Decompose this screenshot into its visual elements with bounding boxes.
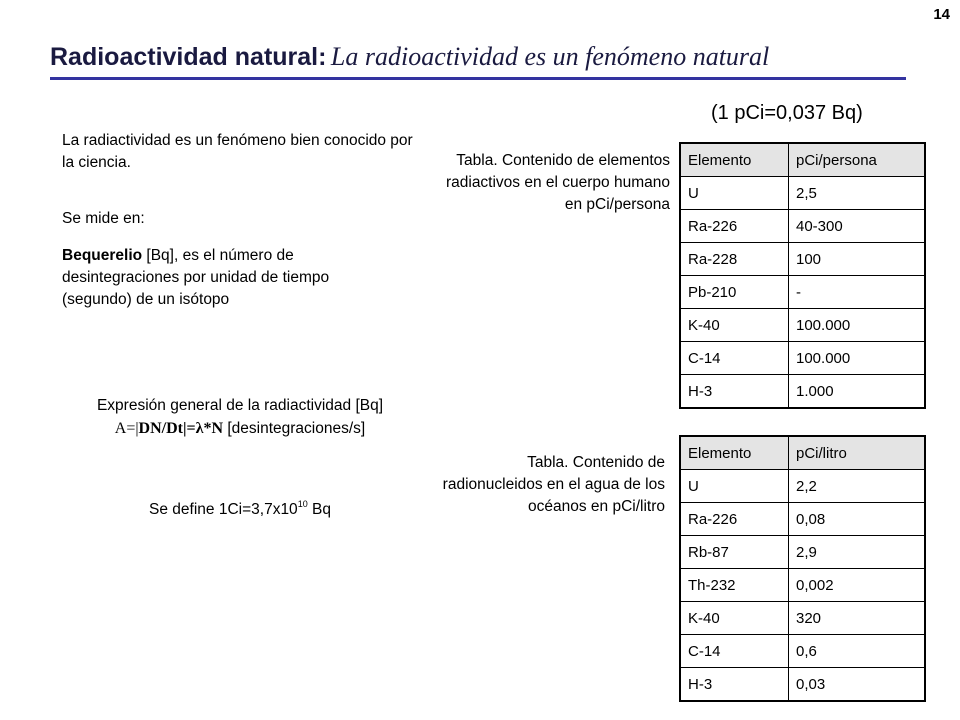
table-row: [680, 309, 925, 342]
table-cell: Ra-228: [680, 243, 789, 276]
table-cell: K-40: [680, 309, 789, 342]
table-cell: Pb-210: [680, 276, 789, 309]
formula-part-a: A=|: [114, 420, 139, 437]
table-cell: 2,5: [789, 177, 926, 210]
body-content-table: [679, 142, 926, 409]
table-cell: Ra-226: [680, 503, 789, 536]
table-row: [680, 668, 925, 702]
table-cell: 40-300: [789, 210, 926, 243]
slide-title: [50, 42, 769, 72]
becquerel-definition: [62, 245, 392, 311]
formula-part-c: λ*N: [195, 420, 224, 437]
table-cell: Ra-226: [680, 210, 789, 243]
curie-definition-prefix: Se define 1Ci=3,7x10: [149, 501, 298, 518]
table-cell: H-3: [680, 375, 789, 409]
table-row: [680, 177, 925, 210]
table-row: [680, 635, 925, 668]
title-underline: [50, 77, 906, 80]
table-cell: 1.000: [789, 375, 926, 409]
table-cell: U: [680, 470, 789, 503]
table-cell: 2,2: [789, 470, 926, 503]
table2-caption: Tabla. Contenido de radionucleidos en el agua de los océanos en pCi/litro: [442, 454, 665, 515]
becquerel-definition-text: [Bq], es el número de desintegraciones por unidad de tiempo (segundo) de un isótopo: [62, 247, 330, 308]
table-cell: K-40: [680, 602, 789, 635]
table-row: [680, 243, 925, 276]
intro-text: La radiactividad es un fenómeno bien conocido por la ciencia.: [62, 132, 413, 171]
table1-caption: Tabla. Contenido de elementos radiactivos en el cuerpo humano en pCi/persona: [445, 152, 670, 213]
table-row: [680, 602, 925, 635]
table-row: [680, 569, 925, 602]
curie-definition: [40, 493, 440, 521]
table-row: [680, 536, 925, 569]
table-cell: 100.000: [789, 309, 926, 342]
table-cell: 0,002: [789, 569, 926, 602]
formula-unit: [desintegraciones/s]: [223, 420, 366, 437]
table-cell: H-3: [680, 668, 789, 702]
table-cell: C-14: [680, 635, 789, 668]
measure-label: Se mide en:: [62, 210, 145, 227]
column-header: Elemento: [680, 436, 789, 470]
table-row: [680, 276, 925, 309]
becquerel-term: Bequerelio: [62, 247, 143, 264]
column-header: pCi/persona: [789, 143, 926, 177]
table-cell: U: [680, 177, 789, 210]
column-header: pCi/litro: [789, 436, 926, 470]
unit-conversion-note: (1 pCi=0,037 Bq): [711, 102, 863, 124]
table-row: [680, 503, 925, 536]
slide-title-italic: La radioactividad es un fenómeno natural: [330, 42, 770, 71]
expression-title: Expresión general de la radiactividad [Bq]: [96, 397, 384, 414]
slide-title-bold: Radioactividad natural:: [50, 43, 327, 71]
curie-definition-suffix: Bq: [307, 501, 331, 518]
page-number: 14: [933, 6, 950, 23]
table-row: [680, 470, 925, 503]
table-header-row: [680, 143, 925, 177]
column-header: Elemento: [680, 143, 789, 177]
table-header-row: [680, 436, 925, 470]
curie-exponent: 10: [297, 499, 308, 509]
expression-formula: [40, 418, 440, 440]
table-cell: 0,08: [789, 503, 926, 536]
ocean-water-table: [679, 435, 926, 702]
table-row: [680, 210, 925, 243]
table-cell: 0,6: [789, 635, 926, 668]
table-cell: 100: [789, 243, 926, 276]
table-row: [680, 375, 925, 409]
table-cell: C-14: [680, 342, 789, 375]
table-cell: -: [789, 276, 926, 309]
table-cell: Th-232: [680, 569, 789, 602]
table-cell: 0,03: [789, 668, 926, 702]
table-row: [680, 342, 925, 375]
table-cell: 2,9: [789, 536, 926, 569]
table-cell: 320: [789, 602, 926, 635]
formula-part-b: DN/Dt|=: [138, 420, 196, 437]
table-cell: Rb-87: [680, 536, 789, 569]
table-cell: 100.000: [789, 342, 926, 375]
